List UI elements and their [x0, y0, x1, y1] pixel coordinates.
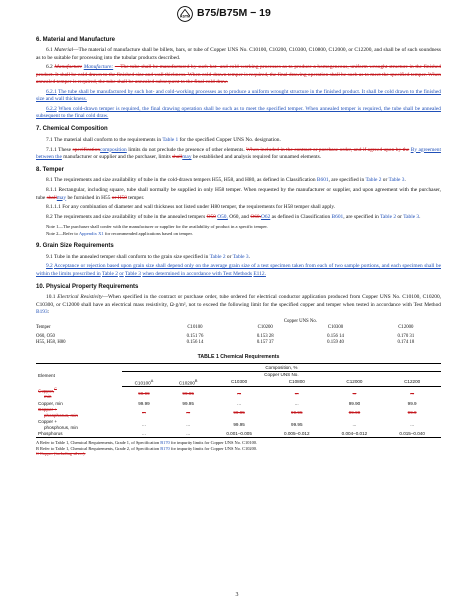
- element-cell: Copper + phosphorus, min: [38, 407, 78, 418]
- footnote-a: A Refer to Table 1, Chemical Requirements, Grade 1, of Specification B170 for impurity limits for Copper UNS No. C10100.: [36, 440, 258, 446]
- element-column-header: Element: [36, 364, 122, 387]
- section-heading-10: 10. Physical Property Requirements: [36, 284, 139, 291]
- deleted-text: shall: [46, 194, 57, 201]
- paragraph-6-2: 6.2 Manufacture Manufacture: —The tube shall be manufactured by such hot- and cold-working processes as to produce a homogeneous, uniform wrought structure in the finished product. It shall be cold drawn to the finished size and wall thickness. When cold-drawn temper is required, the final drawing operation shall be such as to meet the specified temper. When annealed temper is required, the tube shall be annealed subsequent to the final cold draw.: [36, 64, 441, 85]
- deleted-text: shall: [172, 153, 183, 160]
- deleted-text: O50: [206, 214, 216, 221]
- b170-link[interactable]: B170: [160, 440, 170, 446]
- table-cell: 0.004–0.012: [326, 431, 384, 438]
- footnote-c: C Copper (including silver).: [36, 451, 86, 457]
- table-row: [36, 387, 441, 401]
- table-2-link[interactable]: Table 2: [380, 214, 397, 221]
- inserted-text: composition: [100, 146, 127, 153]
- note-1: Note 1—The purchaser shall confer with the manufacturer or supplier for the availability of product in a specific temper.: [46, 223, 268, 229]
- document-body: [36, 31, 441, 457]
- deleted-text: or H58: [111, 194, 127, 201]
- temper-column-header: Temper: [36, 324, 51, 330]
- table-cell: ...: [142, 421, 146, 427]
- page-number: 3: [235, 592, 239, 598]
- paragraph-9-2: 9.2 Acceptance or rejection based upon grain size shall depend only on the average grain size of a test specimen taken from each of two sample portions, and each specimen shall be within the limits prescribed in Table 2 or Table 3 when determined in accordance with Test Methods E112.: [36, 263, 441, 277]
- table-1-title: TABLE 1 Chemical Requirements: [197, 353, 280, 360]
- table-cell: 99.95: [233, 421, 245, 427]
- section-heading-9: 9. Grain Size Requirements: [36, 243, 114, 250]
- document-header: [0, 6, 474, 22]
- column-header: $C10100^A$: [122, 378, 166, 387]
- column-header: C12200: [383, 378, 441, 387]
- deleted-text: specification: [72, 146, 101, 153]
- table-cell: 99.95: [291, 421, 303, 427]
- table-3-link[interactable]: Table 3: [232, 253, 249, 260]
- column-header: C10100: [187, 324, 203, 330]
- svg-text:ASTM: ASTM: [179, 14, 191, 19]
- table-cell: ...: [410, 390, 415, 396]
- table-2-link[interactable]: Table 2: [365, 177, 382, 184]
- paragraph-7-1-1: 7.1.1 These specificationcomposition limits do not preclude the presence of other elements. When included in the contract or purchase order, and if agreed upon by the By agreement between the manufacturer or supplier and the purchaser, limits shallmay be established and analysis required for unnamed elements.: [36, 146, 441, 160]
- deleted-text: O60.: [250, 214, 261, 221]
- table-cell: 99.95: [291, 409, 303, 415]
- table-1-footnotes: [36, 440, 441, 457]
- table-cell: 99.90: [348, 400, 361, 406]
- paragraph-6-1: 6.1 Material—The material of manufacture shall be billets, bars, or tube of Copper UNS No. C10100, C10200, C10300, C10800, C12000, or C12200, and shall be of such soundness as to be suitable for processing into the tubular products described.: [36, 47, 441, 61]
- b601-link[interactable]: B601: [331, 214, 344, 221]
- table-cell: 0.001–0.005: [210, 431, 268, 438]
- chemical-requirements-table: [36, 363, 441, 438]
- table-cell: ...: [410, 421, 415, 427]
- e112-link[interactable]: E112: [253, 270, 265, 277]
- section-heading-6: 6. Material and Manufacture: [36, 37, 116, 43]
- column-header: C10300: [210, 378, 268, 387]
- inserted-text: When cold-drawn temper is required, the final drawing operation shall be such as to meet the specified temper. When annealed temper is required, the tube shall be annealed subsequent to the final cold draw.: [36, 105, 441, 120]
- table-cell: 99.95: [182, 400, 194, 406]
- inserted-text: O62: [260, 214, 271, 221]
- deleted-text: —The tube shall be manufactured by such hot- and cold-working processes as to produce a homogeneous, uniform wrought structure in the finished product. It shall be cold drawn to the finished size and wall thickness. When cold-drawn temper is required, the final drawing operation shall be such as to meet the specified temper. When annealed temper is required, the tube shall be annealed subsequent to the final cold draw.: [36, 64, 441, 85]
- table-row: [36, 431, 441, 438]
- table-cell: 99.9: [407, 400, 417, 406]
- table-cell: ...: [122, 431, 166, 438]
- table-cell: 0.015–0.040: [383, 431, 441, 438]
- table-cell: 99.95: [182, 390, 194, 396]
- table-cell: 0.005–0.012: [268, 431, 326, 438]
- table-2-link[interactable]: Table 2: [101, 270, 118, 277]
- table-cell: 99.90: [348, 409, 361, 415]
- column-header: C10200: [257, 324, 273, 330]
- paragraph-10-1: 10.1 Electrical Resistivity—When specified in the contract or purchase order, tube ordered for electrical conductor application produced from Copper UNS No. C10100, C10200, C10300, or C12000 shall have an electrical mass resistivity, Ω·g/m², not to exceed the following limit for the specified copper and temper when tested in accordance with Test Method B193:: [36, 294, 441, 315]
- document-designation: B75/B75M − 19: [197, 7, 271, 19]
- appendix-x1-link[interactable]: Appendix X1: [78, 231, 104, 237]
- table-cell: 99.99: [138, 400, 150, 406]
- paragraph-8-2: 8.2 The requirements and size availability of tube in the annealed tempers O50 O50, O60, and O60.O62 as defined in Classification B601, are specified in Table 2 or Table 3.: [46, 214, 421, 221]
- table-row: [36, 407, 441, 419]
- table-cell: ...: [166, 431, 210, 438]
- section-heading-8: 8. Temper: [36, 167, 64, 174]
- uns-header: Copper UNS No.: [264, 372, 299, 378]
- column-header: C10800: [268, 378, 326, 387]
- paragraph-6-2-2: 6.2.2 When cold-drawn temper is required, the final drawing operation shall be such as to meet the specified temper. When annealed temper is required, the tube shall be annealed subsequent to the final cold draw.: [36, 105, 441, 120]
- inserted-text: By agreement between the: [36, 146, 441, 160]
- column-header: $C10200^B$: [166, 378, 210, 387]
- element-cell: Copper,$^C$ min: [38, 387, 57, 400]
- note-2: Note 2—Refer to Appendix X1 for recommended applications based on temper.: [46, 231, 193, 237]
- table-cell: 99.99: [138, 390, 150, 396]
- table-cell: 99.9: [407, 409, 417, 415]
- table-cell: ...: [186, 421, 191, 427]
- inserted-text: The tube shall be manufactured by such hot- and cold-working processes as to produce a uniform wrought structure in the finished product. It shall be cold drawn to the finished size and wall thickness.: [36, 88, 441, 103]
- table-cell: ...: [142, 409, 146, 415]
- table-cell: ...: [237, 390, 242, 396]
- resistivity-table-caption: Copper UNS No.: [283, 318, 317, 324]
- column-header: C12000: [326, 378, 384, 387]
- column-header: C12000: [398, 324, 414, 330]
- b170-link[interactable]: B170: [160, 445, 170, 451]
- inserted-text: Manufacture:: [83, 64, 114, 71]
- table-cell: ...: [294, 400, 299, 406]
- table-cell: ...: [352, 390, 357, 396]
- resistivity-table: [36, 319, 441, 346]
- table-2-link[interactable]: Table 2: [209, 253, 226, 260]
- table-cell: ...: [186, 409, 191, 415]
- table-cell: ...: [294, 390, 299, 396]
- deleted-text: Manufacture: [54, 64, 83, 71]
- paragraph-8-1: 8.1 The requirements and size availability of tube in the cold-drawn tempers H55, H58, and H80, as defined in Classification B601, are specified in Table 2 or Table 3.: [46, 177, 406, 184]
- composition-header: Composition, %: [122, 364, 441, 372]
- section-heading-7: 7. Chemical Composition: [36, 126, 108, 133]
- table-1-link[interactable]: Table 1: [162, 136, 179, 143]
- table-row: H55, H58, H80 0.156 14 0.157 37 0.159 40 0.174 18: [36, 339, 415, 345]
- paragraph-6-2-1: 6.2.1 The tube shall be manufactured by such hot- and cold-working processes as to produce a uniform wrought structure in the finished product. It shall be cold drawn to the finished size and wall thickness.: [36, 88, 441, 103]
- table-3-link[interactable]: Table 3: [125, 270, 141, 277]
- astm-logo-icon: [177, 6, 193, 22]
- element-cell: Copper + phosphorus, min: [38, 419, 78, 430]
- table-3-link[interactable]: Table 3: [403, 214, 420, 221]
- inserted-text: may: [182, 153, 192, 160]
- table-cell: 99.95: [233, 409, 245, 415]
- inserted-text: may: [56, 194, 67, 201]
- footnote-b: B Refer to Table 1, Chemical Requirements, Grade 2, of Specification B170 for impurity limits for Copper UNS No. C10200.: [36, 445, 258, 451]
- table-cell: ...: [237, 400, 242, 406]
- inserted-text: Acceptance or rejection based upon grain size shall depend only on the average grain size of a test specimen taken from each of two sample portions, and each specimen shall be within the limits prescribed in: [36, 263, 441, 277]
- paragraph-8-1-1-1: 8.1.1.1 For any combination of diameter and wall thickness not listed under H80 temper, the requirements for H58 temper shall apply.: [46, 204, 336, 211]
- paragraph-9-1: 9.1 Tube in the annealed temper shall conform to the grain size specified in Table 2 or Table 3.: [46, 253, 250, 260]
- table-3-link[interactable]: Table 3: [388, 177, 405, 184]
- table-cell: ...: [352, 421, 357, 427]
- paragraph-8-1-1: 8.1.1 Rectangular, including square, tube shall normally be supplied in only H58 temper. When requested by the manufacturer or supplier, and upon agreement with the purchaser, tube shallmay be furnished in H55 or H58 temper.: [36, 187, 441, 201]
- column-header: C10300: [327, 324, 344, 330]
- b601-link[interactable]: B601: [316, 177, 329, 184]
- paragraph-7-1: 7.1 The material shall conform to the requirements in Table 1 for the specified Copper UNS No. designation.: [46, 136, 281, 143]
- element-cell: Copper, min: [38, 400, 63, 406]
- deleted-text: When included in the contract or purchase order, and if agreed upon by the: [246, 146, 410, 153]
- b193-link[interactable]: B193: [36, 308, 48, 315]
- element-cell: Phosphorus: [36, 431, 122, 438]
- table-1-body: [36, 387, 441, 438]
- inserted-text: O50,: [217, 214, 228, 221]
- table-row: O60, O50 0.151 76 0.153 28 0.156 14 0.170 31: [36, 333, 415, 339]
- table-row: [36, 419, 441, 431]
